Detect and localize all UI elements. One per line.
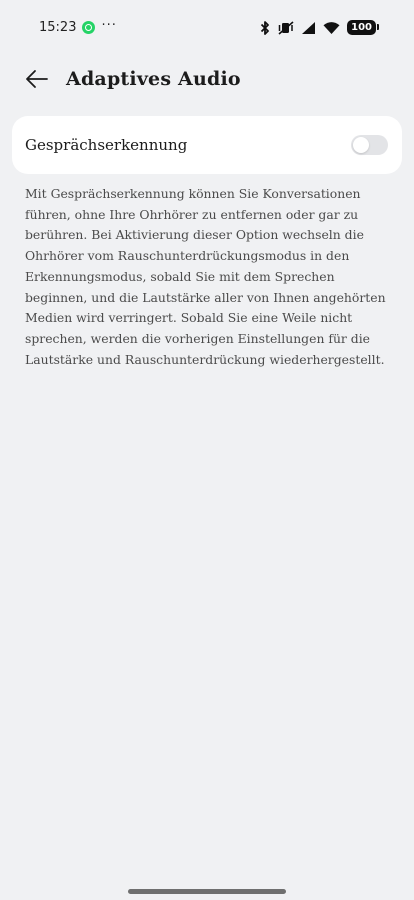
whatsapp-icon [82, 21, 95, 34]
conversation-detection-label: Gesprächserkennung [25, 136, 188, 154]
arrow-left-icon [24, 66, 50, 92]
bluetooth-icon [260, 21, 271, 35]
wifi-icon [323, 21, 340, 35]
home-indicator[interactable] [128, 889, 286, 894]
status-bar [0, 0, 414, 56]
conversation-detection-toggle[interactable] [351, 135, 388, 155]
conversation-detection-description: Mit Gesprächserkennung können Sie Konversationen führen, ohne Ihre Ohrhörer zu entfernen oder gar zu berühren. Bei Aktivierung dieser Option wechseln die Ohrhörer vom Rauschunterdrückungsmodus in den Erkennungsmodus, sobald Sie mit dem Sprechen beginnen, und die Lautstärke aller von Ihnen angehörten Medien wird verringert. Sobald Sie eine Weile nicht sprechen, werden die vorherigen Einstellungen für die Lautstärke und Rauschunterdrückung wiederhergestellt. [25, 186, 386, 367]
vibrate-off-icon [278, 21, 294, 35]
app-bar [0, 60, 414, 102]
status-left [39, 20, 117, 35]
back-button[interactable] [24, 66, 50, 92]
battery-icon: 100 [347, 20, 376, 35]
more-notifications-icon: ··· [101, 18, 117, 33]
toggle-knob [353, 137, 369, 153]
signal-icon [301, 21, 316, 35]
page-title: Adaptives Audio [66, 68, 241, 90]
conversation-detection-row[interactable] [12, 116, 402, 174]
status-right [260, 20, 376, 35]
status-time: 15:23 [39, 20, 77, 35]
